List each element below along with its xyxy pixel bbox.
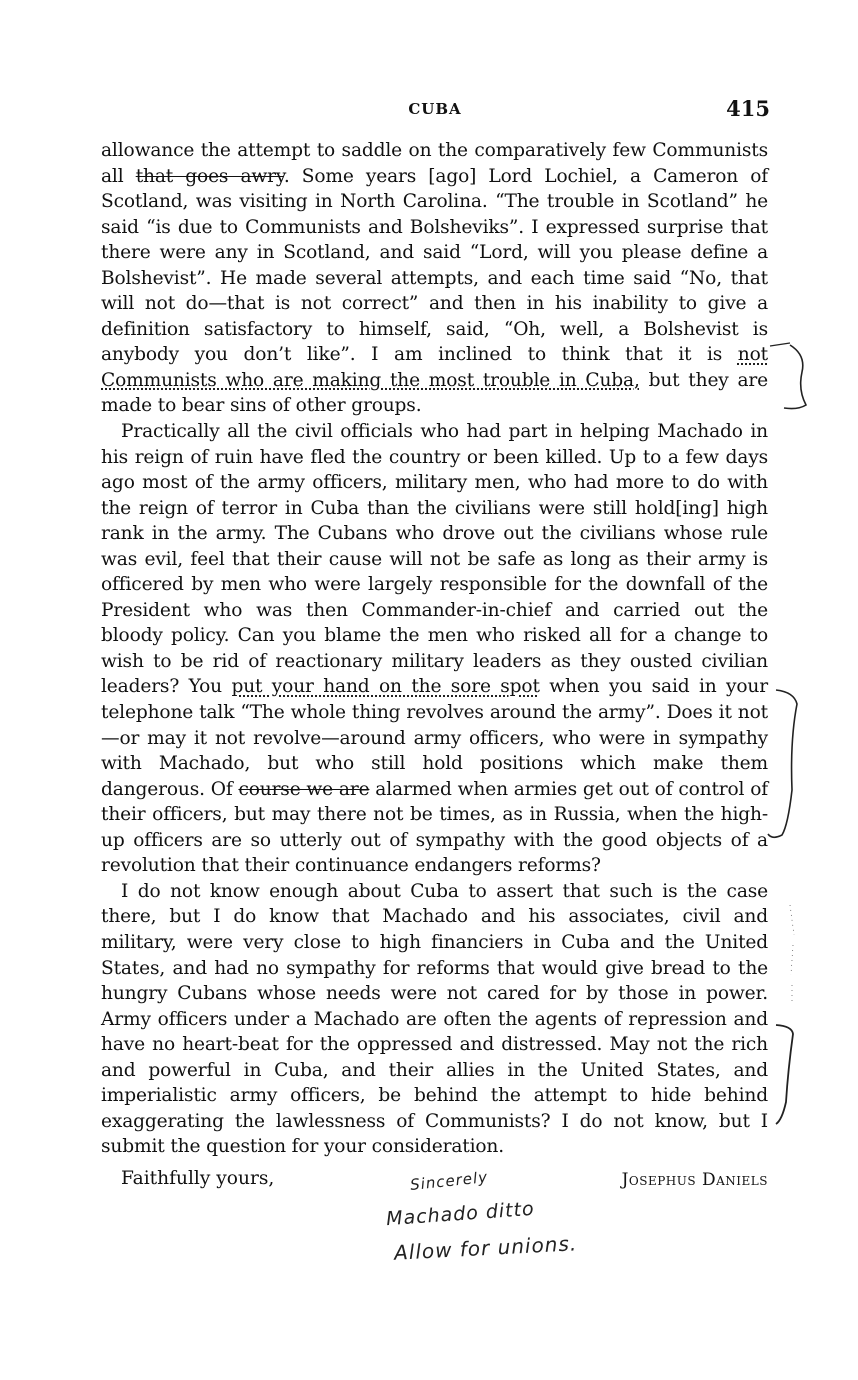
margin-dots <box>790 905 794 1005</box>
salutation: Faithfully yours, <box>121 1168 275 1189</box>
page-header <box>100 96 770 126</box>
text-run: alarmed when armies get out of control of their officers, but may there not be times, as in Russia, when the high-up officers are so utterly out of sympathy with the good objects of a revolution that their continuance endangers reforms? <box>101 778 768 877</box>
margin-bracket-2 <box>768 690 797 837</box>
text-run: when you said in your telephone talk “The whole thing revolves around the army”. Does it not—or may it not revolve—around army officers, who were in sympathy with Machado, but who still hold positions which make them dangerous. Of <box>101 676 768 800</box>
paragraph-3 <box>101 879 768 1160</box>
handwritten-note-3: Allow for unions. <box>393 1231 578 1265</box>
page-number: 415 <box>726 96 770 121</box>
letter-body <box>101 138 768 1160</box>
text-run: allowance the attempt to saddle on the comparatively few Communists all <box>101 140 768 187</box>
handwritten-note-1: Sincerely <box>409 1167 489 1195</box>
margin-bracket-1 <box>784 345 806 409</box>
handwritten-note-2: Machado ditto <box>385 1197 536 1231</box>
paragraph-2 <box>101 419 768 879</box>
text-run: . Some years [ago] Lord Lochiel, a Cameron of Scotland, was visiting in North Carolina. “The trouble in Scotland” he said “is due to Communists and Bolsheviks”. I expressed surprise that there were any in Scotland, and said “Lord, will you please define a Bolshevist”. He made several attempts, and each time said “No, that will not do—that is not correct” and then in his inability to give a definition satisfactory to himself, said, “Oh, well, a Bolshevist is anybody you don’t like”. I am inclined to think that it is <box>101 165 769 366</box>
struck-text: course we are <box>238 778 370 800</box>
underlined-text: not Communists who are making the most trouble in Cuba, <box>101 344 768 391</box>
signature-name: Josephus Daniels <box>621 1170 768 1190</box>
underlined-text: put your hand on the sore spot <box>231 676 540 698</box>
text-run: I do not know enough about Cuba to assert that such is the case there, but I do know that Machado and his associates, civil and military, were very close to high financiers in Cuba and the United States, and had no sympathy for reforms that would give bread to the hungry Cubans whose needs were not cared for by those in power. Army officers under a Machado are often the agents of repression and have no heart-beat for the oppressed and distressed. May not the rich and powerful in Cuba, and their allies in the United States, and imperialistic army officers, be behind the attempt to hide behind exaggerating the lawlessness of Communists? I do not know, but I submit the question for your consideration. <box>101 880 768 1158</box>
text-run: but they are made to bear sins of other groups. <box>101 369 768 417</box>
text-run: Practically all the civil officials who had part in helping Machado in his reign of ruin have fled the country or been killed. Up to a few days ago most of the army officers, military men, who had more to do with the reign of terror in Cuba than the civilians were still hold[ing] high rank in the army. The Cubans who drove out the civilians whose rule was evil, feel that their cause will not be safe as long as their army is officered by men who were largely responsible for the downfall of the President who was then Commander-in-chief and carried out the bloody policy. Can you blame the men who risked all for a change to wish to be rid of reactionary military leaders as they ousted civilian leaders? You <box>101 421 768 698</box>
paragraph-1 <box>101 138 768 419</box>
struck-text: that goes awry <box>135 165 284 187</box>
margin-tick-1 <box>770 343 790 346</box>
running-head: CUBA <box>408 100 462 118</box>
margin-bracket-3 <box>776 1025 793 1124</box>
